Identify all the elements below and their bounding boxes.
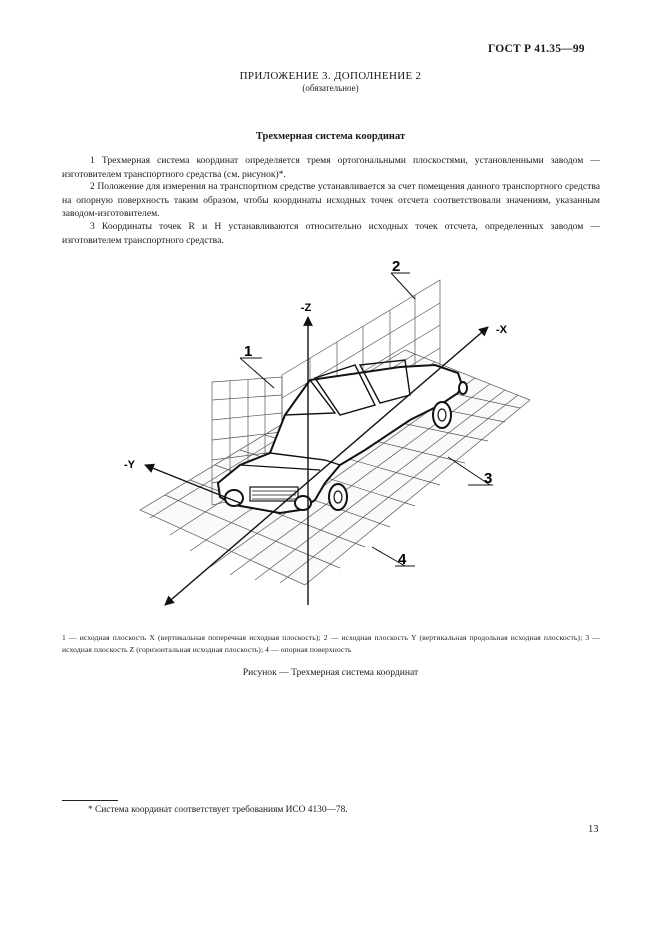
- callout-2: 2: [392, 258, 401, 275]
- footnote-divider: [62, 800, 118, 801]
- figure-caption: Рисунок — Трехмерная система координат: [242, 667, 419, 678]
- paragraph-3: 3 Координаты точек R и H устанавливаются относительно исходных точек отсчета, определенных заводом — изготовителем транспортного средства.: [62, 221, 600, 246]
- coordinate-system-diagram: [110, 255, 540, 620]
- appendix-title: ПРИЛОЖЕНИЕ 3. ДОПОЛНЕНИЕ 2: [239, 70, 422, 82]
- appendix-subtitle: (обязательное): [302, 83, 359, 93]
- standard-code: ГОСТ Р 41.35—99: [488, 43, 585, 55]
- footnote: * Система координат соответствует требованиям ИСО 4130—78.: [88, 805, 348, 815]
- axis-y-label: -Y: [124, 459, 135, 471]
- callout-3: 3: [484, 470, 493, 487]
- paragraph-1: 1 Трехмерная система координат определяется тремя ортогональными плоскостями, установленными заводом — изготовителем транспортного средства (см. рисунок)*.: [62, 155, 600, 180]
- callout-1: 1: [244, 343, 253, 360]
- callout-4: 4: [398, 551, 407, 568]
- section-heading: Трехмерная система координат: [255, 131, 406, 142]
- axis-z-label: -Z: [300, 302, 312, 314]
- page-number: 13: [588, 824, 599, 835]
- figure-legend: 1 — исходная плоскость X (вертикальная поперечная исходная плоскость); 2 — исходная плоскость Y (вертикальная продольная исходная плоскость); 3 — исходная плоскость Z (горизонтальная исходная плоскость); 4 — опорная поверхность: [62, 633, 600, 654]
- paragraph-2: 2 Положение для измерения на транспортном средстве устанавливается за счет помещения данного транспортного средства на опорную поверхность таким образом, чтобы координаты исходных точек отсчета соответствовали значениям, указанным заводом-изготовителем.: [62, 181, 600, 219]
- axis-x-label: -X: [496, 324, 507, 336]
- coordinate-system-figure: [110, 255, 540, 620]
